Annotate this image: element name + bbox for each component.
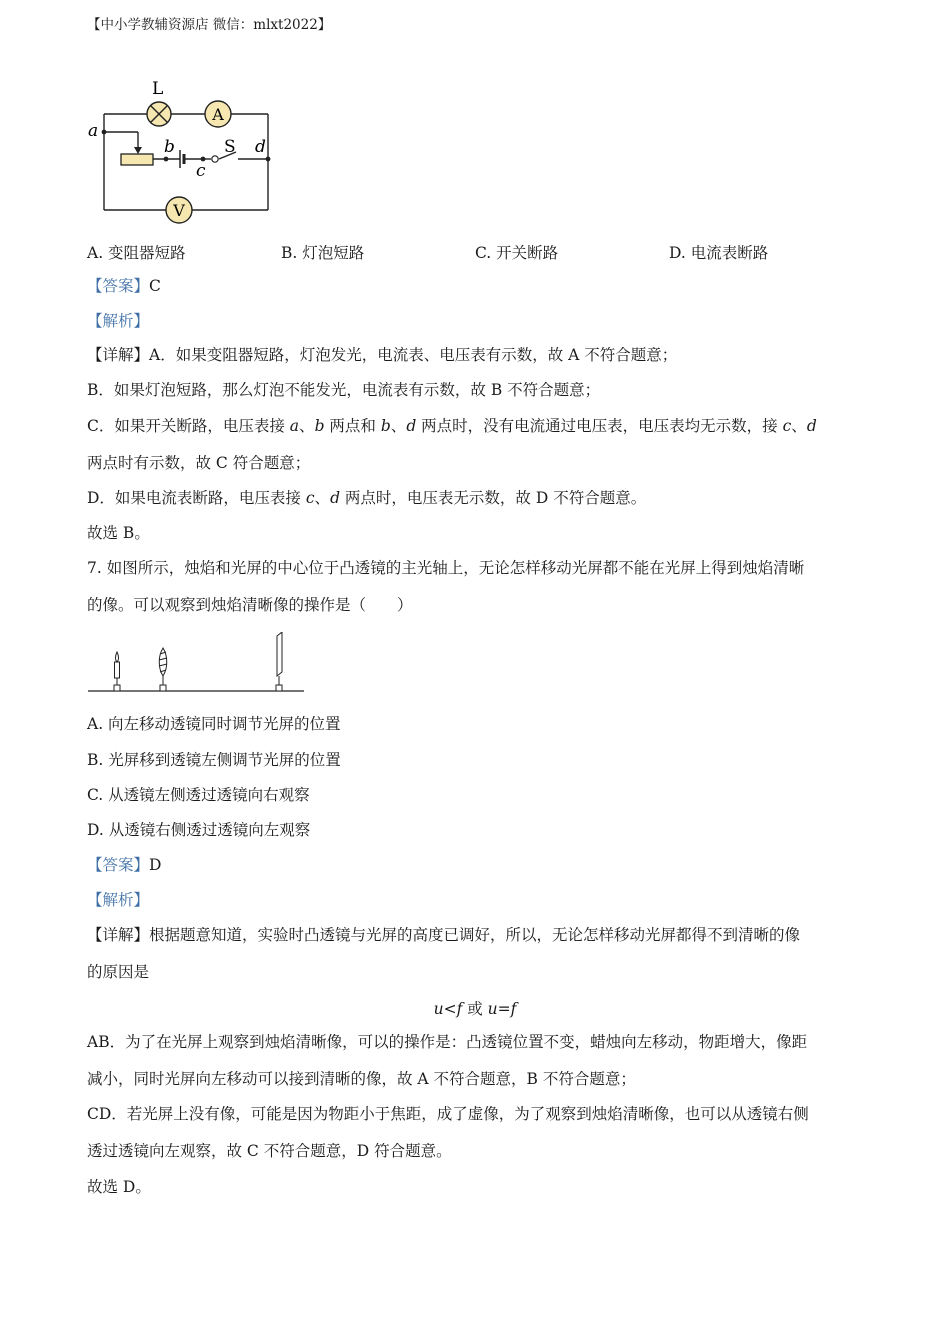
q7-option-c: C. 从透镜左侧透过透镜向右观察 — [87, 786, 310, 804]
node-c-label: c — [196, 161, 206, 181]
svg-text:V: V — [173, 201, 185, 220]
q6-analysis-tag: 【解析】 — [87, 312, 150, 330]
q6-answer: 【答案】C — [87, 277, 161, 295]
q6-option-d: D. 电流表断路 — [669, 244, 769, 262]
q7-stem-line2: 的像。可以观察到烛焰清晰像的操作是（ ） — [87, 596, 413, 614]
q7-cd-line2: 透过透镜向左观察，故 C 不符合题意，D 符合题意。 — [87, 1142, 452, 1160]
q6-option-c: C. 开关断路 — [475, 244, 559, 262]
q7-conclusion: 故选 D。 — [87, 1178, 151, 1196]
q7-detail-line2: 的原因是 — [87, 963, 150, 981]
q6-detail-c2: 两点时有示数，故 C 符合题意； — [87, 454, 311, 472]
q6-option-a: A. 变阻器短路 — [87, 244, 186, 262]
node-b-label: b — [164, 137, 175, 157]
lamp-label: L — [152, 79, 164, 99]
node-d-label: d — [255, 137, 266, 157]
q6-detail-c1: C．如果开关断路，电压表接 a、b 两点和 b、d 两点时，没有电流通过电压表，电压表均无示数，接 c、d — [87, 417, 817, 435]
node-a-label: a — [88, 121, 99, 141]
q6-detail-a: 【详解】A．如果变阻器短路，灯泡发光，电流表、电压表有示数，故 A 不符合题意； — [87, 346, 678, 364]
q7-cd-line1: CD．若光屏上没有像，可能是因为物距小于焦距，成了虚像，为了观察到烛焰清晰像，也可以从透镜右侧 — [87, 1105, 809, 1123]
optical-bench-diagram — [86, 632, 308, 696]
q7-option-a: A. 向左移动透镜同时调节光屏的位置 — [87, 715, 341, 733]
q7-detail-line1: 【详解】根据题意知道，实验时凸透镜与光屏的高度已调好，所以，无论怎样移动光屏都得不到清晰的像 — [87, 926, 801, 944]
lamp-icon — [147, 102, 171, 126]
ammeter-icon — [205, 101, 231, 127]
q6-detail-b: B．如果灯泡短路，那么灯泡不能发光，电流表有示数，故 B 不符合题意； — [87, 381, 601, 399]
page-header: 【中小学教辅资源店 微信：mlxt2022】 — [87, 17, 332, 33]
screen-icon — [276, 632, 282, 691]
q7-analysis-tag: 【解析】 — [87, 891, 150, 909]
q7-ab-line2: 减小，同时光屏向左移动可以接到清晰的像，故 A 不符合题意，B 不符合题意； — [87, 1070, 636, 1088]
q6-conclusion: 故选 B。 — [87, 524, 150, 542]
rheostat — [121, 154, 153, 165]
q6-option-b: B. 灯泡短路 — [281, 244, 365, 262]
q7-answer: 【答案】D — [87, 856, 162, 874]
switch-label: S — [224, 137, 236, 157]
voltmeter-icon — [166, 197, 192, 223]
lens-icon — [159, 648, 167, 691]
q7-stem-line1: 7. 如图所示，烛焰和光屏的中心位于凸透镜的主光轴上，无论怎样移动光屏都不能在光屏上得到烛焰清晰 — [87, 559, 805, 577]
q7-formula: u<f 或 u=f — [433, 1000, 517, 1018]
q6-detail-d: D．如果电流表断路，电压表接 c、d 两点时，电压表无示数，故 D 不符合题意。 — [87, 489, 647, 507]
q7-option-d: D. 从透镜右侧透过透镜向左观察 — [87, 821, 311, 839]
q7-ab-line1: AB．为了在光屏上观察到烛焰清晰像，可以的操作是：凸透镜位置不变，蜡烛向左移动，物距增大，像距 — [87, 1033, 808, 1051]
q7-option-b: B. 光屏移到透镜左侧调节光屏的位置 — [87, 751, 341, 769]
svg-text:A: A — [212, 105, 224, 124]
candle-icon — [114, 652, 120, 691]
circuit-diagram — [84, 76, 284, 226]
